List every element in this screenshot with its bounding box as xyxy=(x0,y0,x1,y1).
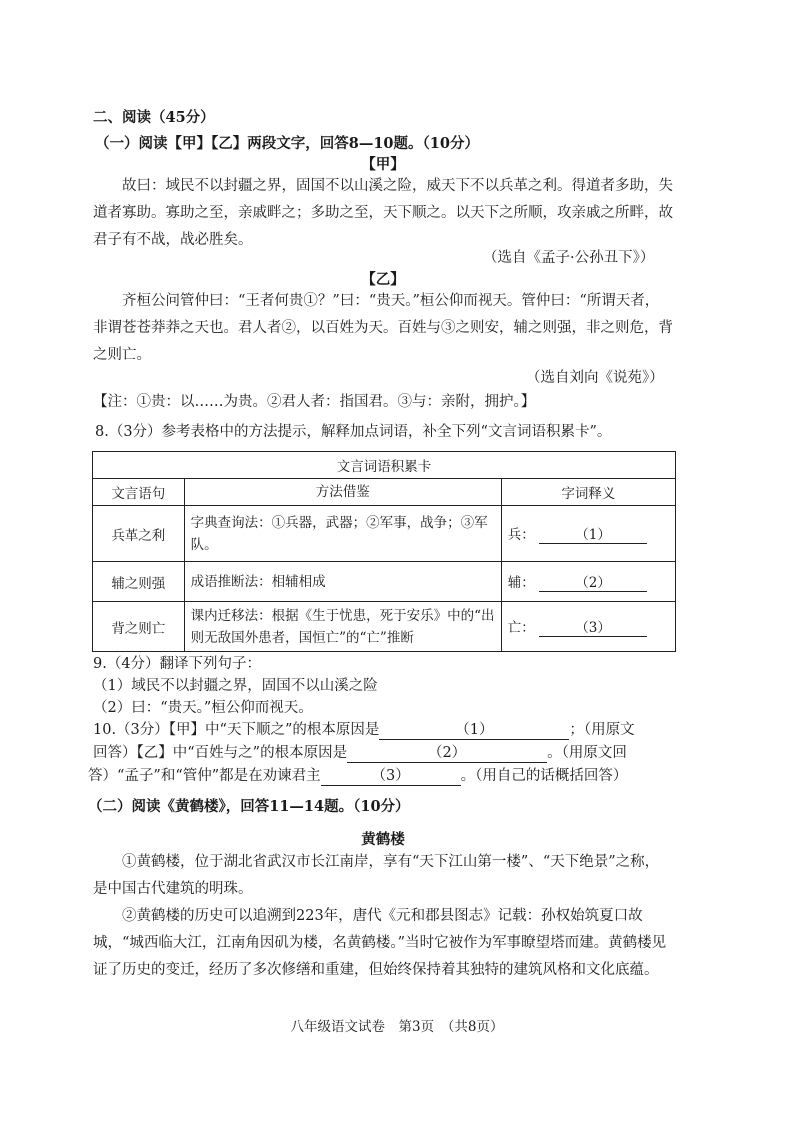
q10-text-2b: 。（用原文回 xyxy=(547,745,627,761)
table-title: 文言词语积累卡 xyxy=(93,452,676,479)
section-title: 二、阅读（45分） xyxy=(93,109,215,126)
row-method: 字典查询法：①兵器，武器；②军事，战争；③军队。 xyxy=(184,506,501,562)
jia-source: （选自《孟子·公孙丑下》） xyxy=(483,250,655,266)
yi-text: 齐桓公问管仲曰：“王者何贵①？”曰：“贵天。”桓公仰而视天。管仲曰：“所谓天者，非谓苍苍莽莽之天也。君人者②，以百姓为天。百姓与③之则安，辅之则强，非之则危，背之则亡。 xyxy=(93,293,673,363)
yi-source: （选自刘向《说苑》） xyxy=(526,370,664,386)
row-method: 课内迁移法：根据《生于忧患，死于安乐》中的“出则无敌国外患者，国恒亡”的“亡”推断 xyxy=(184,602,501,652)
q10-text-3b: 。（用自己的话概括回答） xyxy=(460,768,628,784)
q10-blank-2[interactable]: （2） xyxy=(347,741,547,763)
q10-line-3 xyxy=(88,764,627,786)
q10-line-2 xyxy=(93,741,627,763)
yi-title: 【乙】 xyxy=(361,271,405,288)
annotation-note: 【注：①贵：以……为贵。②君人者：指国君。③与：亲附，拥护。】 xyxy=(93,394,536,410)
q10-text-1a: 10.（3分）【甲】中“天下顺之”的根本原因是 xyxy=(93,722,380,738)
row-answer-cell xyxy=(501,602,675,652)
article-para-2: ②黄鹤楼的历史可以追溯到223年，唐代《元和郡县图志》记载：孙权始筑夏口故城，“城西临大江，江南角因矶为楼，名黄鹤楼。”当时它被作为军事瞭望塔而建。黄鹤楼见证了历史的变迁，经历了多次修缮和重建，但始终保持着其独特的建筑风格和文化底蕴。 xyxy=(93,908,667,978)
answer-blank-1[interactable]: （1） xyxy=(539,523,647,544)
table-row xyxy=(93,506,676,562)
row-answer-cell xyxy=(501,562,675,602)
table-title-row xyxy=(93,452,676,479)
part1-heading: （一）阅读【甲】【乙】两段文字，回答8—10题。（10分） xyxy=(95,135,479,152)
answer-blank-3[interactable]: （3） xyxy=(539,616,647,637)
q10-blank-1[interactable]: （1） xyxy=(379,718,569,740)
q9-stem: 9.（4分）翻译下列句子： xyxy=(93,656,262,672)
row-word: 辅： xyxy=(507,575,535,591)
q9-item-2: （2）曰：“贵天。”桓公仰而视天。 xyxy=(93,700,313,716)
table-header-row xyxy=(93,479,676,506)
part2-heading: （二）阅读《黄鹤楼》，回答11—14题。（10分） xyxy=(88,798,410,815)
answer-blank-2[interactable]: （2） xyxy=(539,571,647,592)
header-meaning: 字词释义 xyxy=(501,479,675,506)
q10-blank-3[interactable]: （3） xyxy=(321,764,461,786)
table-row xyxy=(93,602,676,652)
q8-stem: 8.（3分）参考表格中的方法提示，解释加点词语，补全下列“文言词语积累卡”。 xyxy=(95,424,612,440)
header-method: 方法借鉴 xyxy=(184,479,501,506)
table-row xyxy=(93,562,676,602)
article-title: 黄鹤楼 xyxy=(361,831,405,848)
q10-text-1b: ；（用原文 xyxy=(569,722,635,738)
row-answer-cell xyxy=(501,506,675,562)
article-para-1: ①黄鹤楼，位于湖北省武汉市长江南岸，享有“天下江山第一楼”、“天下绝景”之称，是中国古代建筑的明珠。 xyxy=(93,854,660,897)
row-word: 亡： xyxy=(507,620,535,636)
jia-text: 故曰：域民不以封疆之界，固国不以山溪之险，威天下不以兵革之利。得道者多助，失道者寡助。寡助之至，亲戚畔之；多助之至，天下顺之。以天下之所顺，攻亲戚之所畔，故君子有不战，战必胜矣。 xyxy=(93,178,673,248)
row-word: 兵： xyxy=(507,527,535,543)
page-footer: 八年级语文试卷 第3页 （共8页） xyxy=(290,1019,504,1035)
jia-title: 【甲】 xyxy=(361,156,405,173)
q10-text-3a: 答）“孟子”和“管仲”都是在劝谏君主 xyxy=(88,768,321,784)
q9-item-1: （1）域民不以封疆之界，固国不以山溪之险 xyxy=(93,678,378,694)
q10-text-2a: 回答）【乙】中“百姓与之”的根本原因是 xyxy=(93,745,348,761)
row-phrase: 背之则亡 xyxy=(93,602,185,652)
q10-line-1 xyxy=(93,718,635,740)
header-phrase: 文言语句 xyxy=(93,479,185,506)
row-phrase: 兵革之利 xyxy=(93,506,185,562)
row-phrase: 辅之则强 xyxy=(93,562,185,602)
row-method: 成语推断法：相辅相成 xyxy=(184,562,501,602)
vocab-card-table xyxy=(92,451,676,652)
